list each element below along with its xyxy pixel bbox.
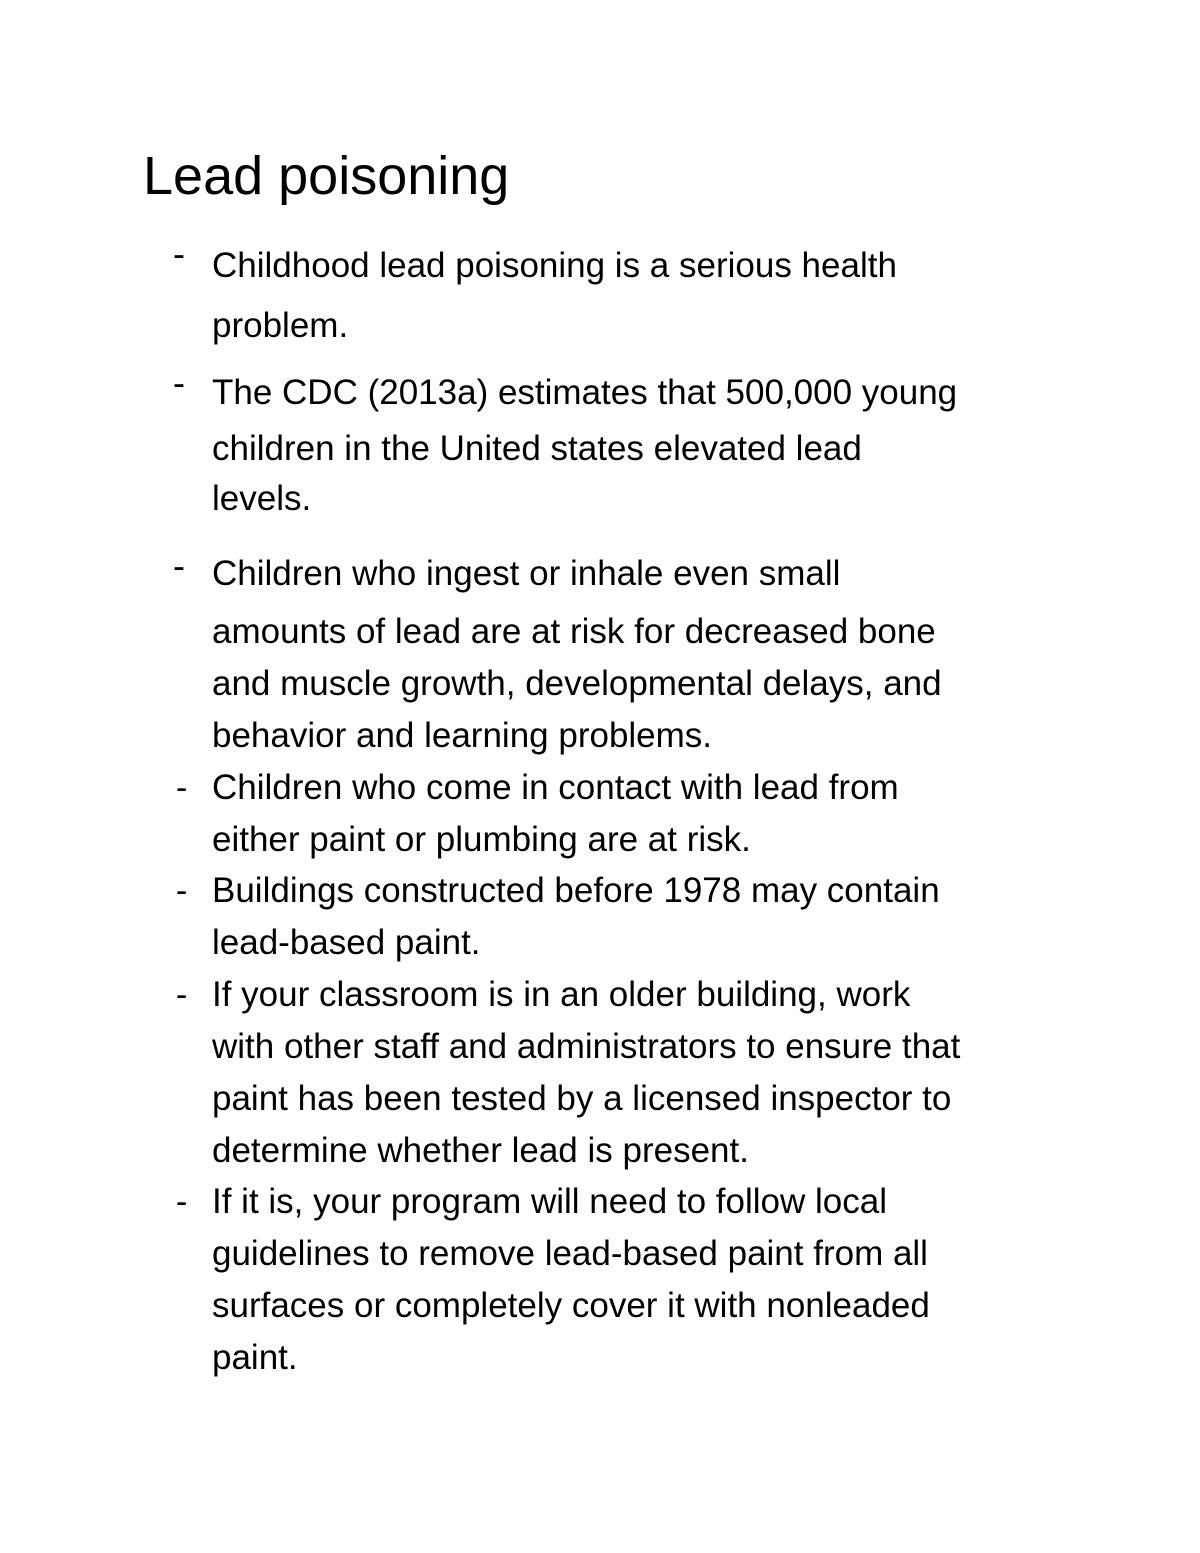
bullet-marker: - (176, 769, 188, 807)
bullet-marker: - (173, 545, 185, 586)
bullet-marker: - (176, 872, 188, 910)
bullet-text: Children who come in contact with lead from either paint or plumbing are at risk. (212, 768, 899, 859)
bullet-text: If your classroom is in an older building, work with other staff and administrators to ensure that paint has been tested by a licensed inspector to determine whether lead is present. (212, 975, 961, 1170)
bullet-text: The CDC (2013a) estimates that 500,000 young children in the United states elevated lead levels. (212, 373, 958, 518)
bullet-marker: - (176, 1183, 188, 1221)
bullet-text: If it is, your program will need to follow local guidelines to remove lead-based paint from all surfaces or completely cover it with nonleaded paint. (212, 1182, 930, 1377)
bullet-marker: - (173, 233, 185, 274)
bullet-text: Children who ingest or inhale even small amounts of lead are at risk for decreased bone and muscle growth, developmental delays, and behavior and learning problems. (212, 554, 942, 755)
bullet-text: Childhood lead poisoning is a serious health problem. (212, 246, 897, 345)
bullet-marker: - (173, 362, 185, 403)
bullet-text: Buildings constructed before 1978 may contain lead-based paint. (212, 871, 940, 962)
bullet-marker: - (176, 976, 188, 1014)
page-title: Lead poisoning (143, 146, 510, 206)
